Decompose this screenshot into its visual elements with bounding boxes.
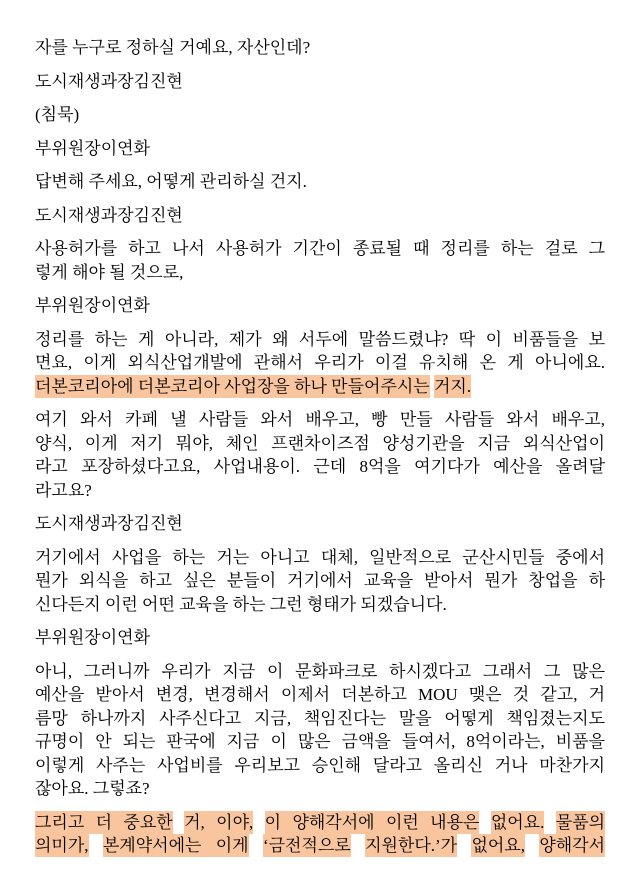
text-segment: 부위원장이연화: [35, 138, 150, 158]
speaker-name: [35, 137, 605, 161]
text-segment: 부위원장이연화: [35, 296, 150, 315]
text-segment: 름망 하나까지 사주신다고 지금, 책임진다는 말을 어떻게 책임졌는지도: [35, 708, 605, 728]
text-segment: 라고요?: [35, 480, 92, 500]
text-line: [35, 204, 605, 228]
text-segment: [479, 813, 490, 832]
highlighted-text: ‘금전적으로: [262, 836, 351, 855]
dialogue-paragraph: [35, 328, 605, 399]
text-line: [35, 707, 605, 731]
text-segment: 잖아요. 그렇죠?: [35, 779, 150, 798]
text-line: [35, 811, 605, 835]
highlighted-text: 의미가,: [35, 836, 89, 855]
text-segment: 예산을 받아서 변경, 변경해서 이제서 더본하고 MOU 맺은 것 같고, 거: [35, 685, 605, 704]
highlighted-text: 지원한다.’가: [365, 836, 458, 855]
dialogue-paragraph: [35, 811, 605, 858]
text-segment: 정리를 하는 게 아니라, 제가 왜 서두에 말씀드렸냐? 딱 이 비품들을 보: [35, 329, 605, 349]
text-segment: 사용허가를 하고 나서 사용허가 기간이 종료될 때 정리를 하는 걸로 그: [35, 239, 605, 258]
dialogue-paragraph: [35, 36, 605, 60]
text-line: [35, 777, 605, 801]
text-segment: 렇게 해야 될 것으로,: [35, 262, 184, 282]
highlighted-text: 거지.: [433, 376, 472, 396]
text-segment: 거기에서 사업을 하는 거는 아니고 대체, 일반적으로 군산시민들 중에서: [35, 547, 605, 567]
highlighted-text: 물품의: [555, 812, 606, 832]
text-line: [35, 170, 605, 194]
dialogue-paragraph: [35, 237, 605, 284]
text-line: [35, 408, 605, 432]
text-segment: [525, 836, 539, 855]
dialogue-paragraph: [35, 170, 605, 194]
text-line: [35, 730, 605, 754]
text-segment: 도시재생과장김진현: [35, 514, 183, 533]
text-line: [35, 261, 605, 285]
highlighted-text: 더본코리아에 더본코리아 사업장을 하나 만들어주시는: [35, 376, 430, 396]
dialogue-paragraph: [35, 660, 605, 801]
text-segment: 라고 포장하셨다고요, 사업내용이. 근데 8억을 여기다가 예산을 올려달: [35, 457, 605, 476]
text-segment: 자를 누구로 정하실 거예요, 자산인데?: [35, 38, 311, 57]
text-segment: [351, 836, 365, 855]
text-segment: 도시재생과장김진현: [35, 71, 183, 91]
speaker-name: [35, 70, 605, 94]
text-segment: (침묵): [35, 105, 80, 124]
text-line: [35, 70, 605, 94]
text-segment: 뭔가 외식을 하고 싶은 분들이 거기에서 교육을 받아서 뭔가 창업을 하: [35, 571, 605, 590]
text-segment: [253, 813, 264, 832]
speaker-name: [35, 512, 605, 536]
text-line: [35, 754, 605, 778]
dialogue-paragraph: [35, 546, 605, 617]
highlighted-text: 이 양해각서에 이런 내용은: [264, 812, 480, 832]
text-line: [35, 328, 605, 352]
highlighted-text: 양해각서: [539, 836, 606, 855]
text-segment: [544, 813, 555, 832]
highlighted-text: 없어요,: [471, 836, 525, 855]
text-segment: 아니, 그러니까 우리가 지금 이 문화파크로 하시겠다고 그래서 그 많은: [35, 661, 605, 681]
stage-direction: [35, 103, 605, 127]
text-segment: 규명이 안 되는 판국에 지금 이 많은 금액을 들여서, 8억이라는, 비품을: [35, 732, 605, 751]
text-line: [35, 137, 605, 161]
text-line: [35, 569, 605, 593]
text-line: [35, 237, 605, 261]
text-segment: 신다든지 이런 어떤 교육을 하는 그런 형태가 되겠습니다.: [35, 594, 447, 614]
dialogue-paragraph: [35, 408, 605, 502]
text-segment: 양식, 이게 저기 뭐야, 체인 프랜차이즈점 양성기관을 지금 외식산업이: [35, 433, 605, 453]
text-line: [35, 834, 605, 858]
text-line: [35, 660, 605, 684]
text-line: [35, 294, 605, 318]
text-line: [35, 36, 605, 60]
text-segment: 부위원장이연화: [35, 628, 150, 647]
speaker-name: [35, 204, 605, 228]
text-segment: [89, 836, 103, 855]
text-line: [35, 512, 605, 536]
text-line: [35, 683, 605, 707]
text-segment: 도시재생과장김진현: [35, 205, 183, 225]
text-segment: [249, 836, 263, 855]
text-line: [35, 432, 605, 456]
text-line: [35, 626, 605, 650]
text-line: [35, 455, 605, 479]
text-line: [35, 103, 605, 127]
text-segment: [173, 813, 184, 832]
highlighted-text: 거, 이야,: [184, 812, 254, 832]
text-segment: 답변해 주세요, 어떻게 관리하실 건지.: [35, 172, 307, 191]
highlighted-text: 없어요.: [490, 812, 545, 832]
text-segment: 면요, 이게 외식산업개발에 관해서 우리가 이걸 유치해 온 게 아니에요.: [35, 353, 605, 372]
text-line: [35, 375, 605, 399]
highlighted-text: 본계약서에는 이게: [102, 836, 249, 855]
speaker-name: [35, 294, 605, 318]
text-line: [35, 546, 605, 570]
text-segment: 이렇게 사주는 사업비를 우리보고 승인해 달라고 올리신 거나 마찬가지: [35, 755, 605, 775]
highlighted-text: 그리고 더 중요한: [35, 812, 173, 832]
text-line: [35, 479, 605, 503]
text-line: [35, 351, 605, 375]
text-segment: 여기 와서 카페 낼 사람들 와서 배우고, 빵 만들 사람들 와서 배우고,: [35, 410, 605, 429]
speaker-name: [35, 626, 605, 650]
text-line: [35, 593, 605, 617]
text-segment: [457, 836, 471, 855]
